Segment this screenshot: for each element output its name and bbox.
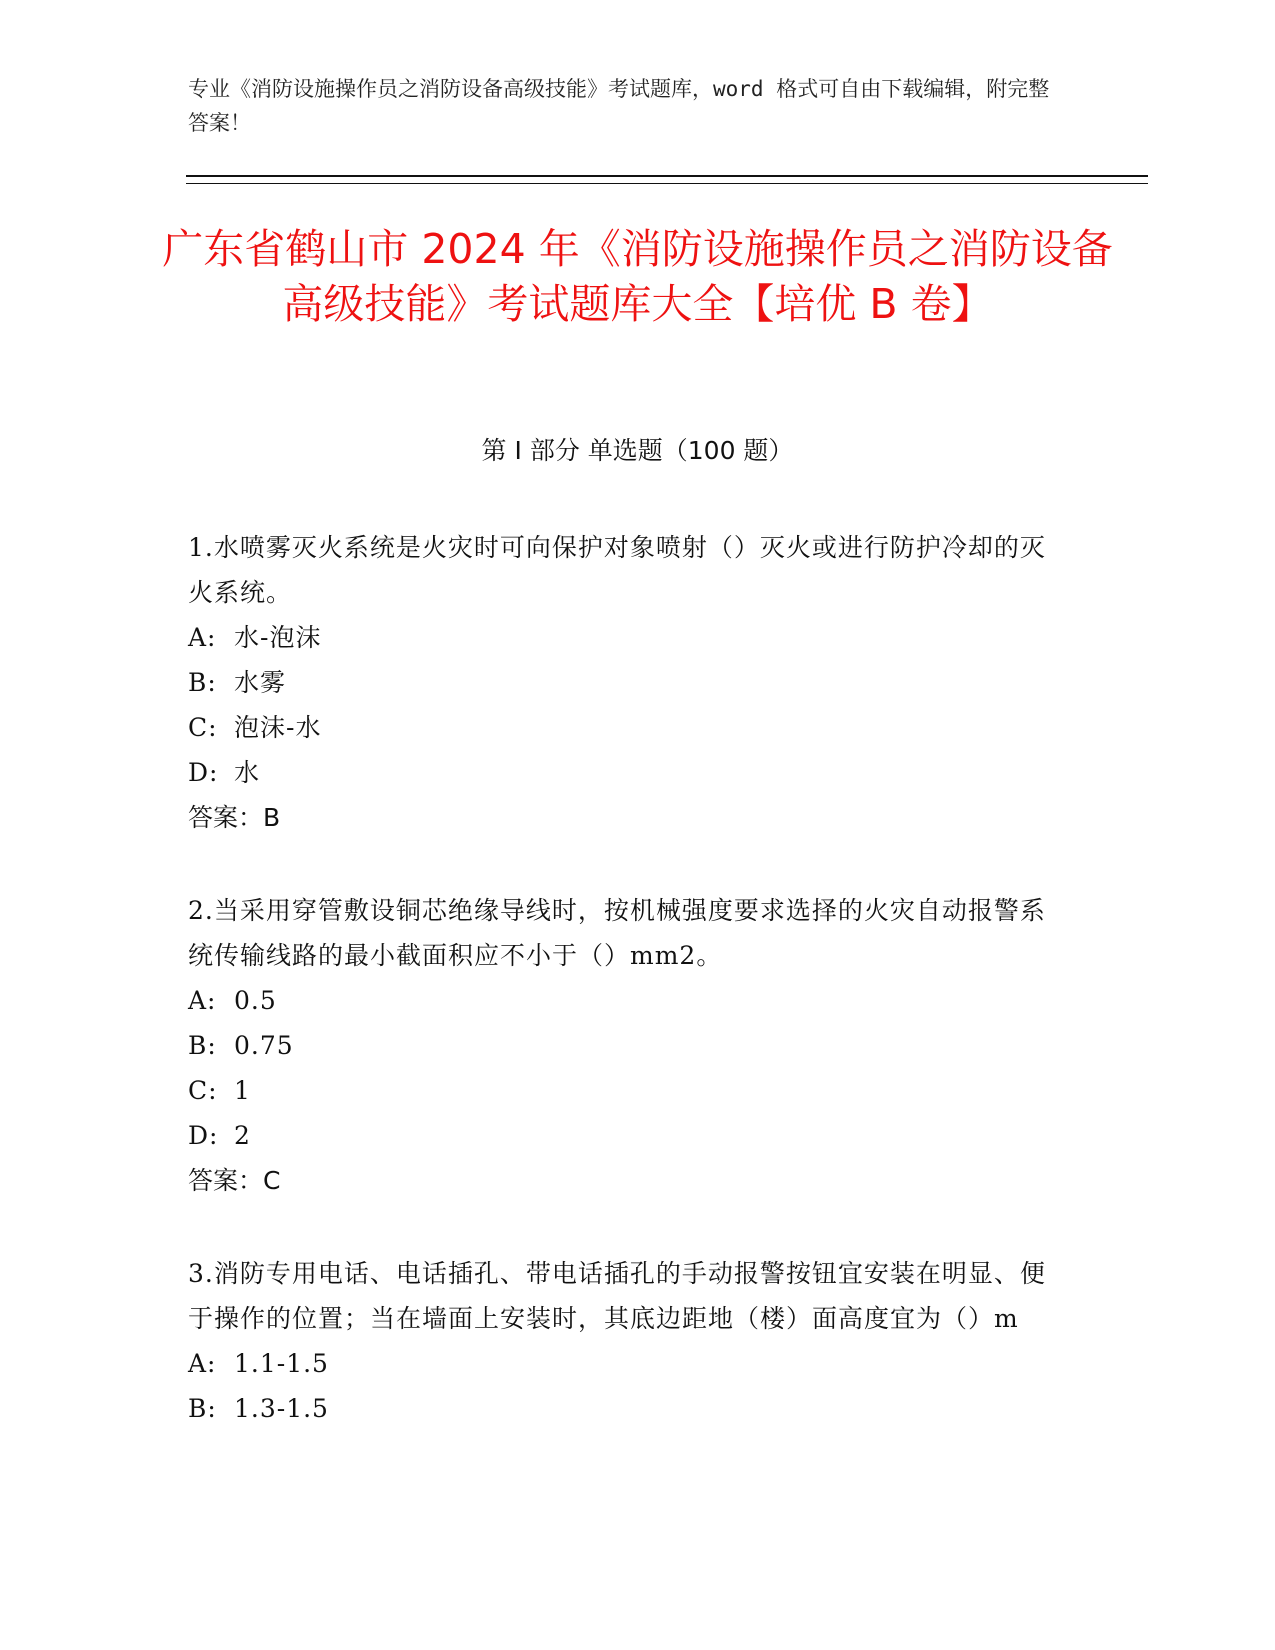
answer: 答案：B [188, 803, 281, 832]
question-stem: 3.消防专用电话、电话插孔、带电话插孔的手动报警按钮宜安装在明显、便于操作的位置；当在墙面上安装时，其底边距地（楼）面高度宜为（）m [188, 1259, 1046, 1333]
option-d [188, 1113, 1068, 1158]
option-text: 1.3-1.5 [234, 1394, 329, 1423]
question-list [188, 525, 1068, 1479]
option-key: D: [188, 1121, 219, 1150]
option-b [188, 660, 1068, 705]
header-note: 专业《消防设施操作员之消防设备高级技能》考试题库，word 格式可自由下载编辑，附完整答案！ [188, 77, 1050, 135]
option-key: A: [188, 1349, 217, 1378]
option-key: B: [188, 1031, 217, 1060]
option-key: C: [188, 1076, 218, 1105]
option-b [188, 1023, 1068, 1068]
option-c [188, 705, 1068, 750]
option-b [188, 1386, 1068, 1431]
option-text: 2 [234, 1121, 251, 1150]
option-key: D: [188, 758, 219, 787]
option-text: 水-泡沫 [234, 623, 322, 652]
question-2 [188, 888, 1068, 1203]
option-text: 泡沫-水 [234, 713, 322, 742]
question-3 [188, 1251, 1068, 1431]
question-stem: 1.水喷雾灭火系统是火灾时可向保护对象喷射（）灭火或进行防护冷却的灭火系统。 [188, 533, 1046, 607]
option-key: C: [188, 713, 218, 742]
option-a [188, 615, 1068, 660]
option-d [188, 750, 1068, 795]
option-text: 水雾 [234, 668, 287, 697]
option-a [188, 1341, 1068, 1386]
option-key: A: [188, 623, 217, 652]
header-rule-thick [186, 175, 1148, 177]
section-title: 第 I 部分 单选题（100 题） [481, 436, 794, 465]
answer: 答案：C [188, 1166, 281, 1195]
option-text: 0.75 [234, 1031, 294, 1060]
option-text: 1 [234, 1076, 251, 1105]
option-key: A: [188, 986, 217, 1015]
option-c [188, 1068, 1068, 1113]
question-1 [188, 525, 1068, 840]
header-rule-thin [186, 183, 1148, 184]
option-a [188, 978, 1068, 1023]
option-text: 1.1-1.5 [234, 1349, 329, 1378]
option-key: B: [188, 668, 217, 697]
option-text: 水 [234, 758, 261, 787]
question-stem: 2.当采用穿管敷设铜芯绝缘导线时，按机械强度要求选择的火灾自动报警系统传输线路的最小截面积应不小于（）mm2。 [188, 896, 1046, 970]
option-key: B: [188, 1394, 217, 1423]
document-title: 广东省鹤山市 2024 年《消防设施操作员之消防设备高级技能》考试题库大全【培优 B 卷】 [162, 225, 1113, 328]
option-text: 0.5 [234, 986, 277, 1015]
